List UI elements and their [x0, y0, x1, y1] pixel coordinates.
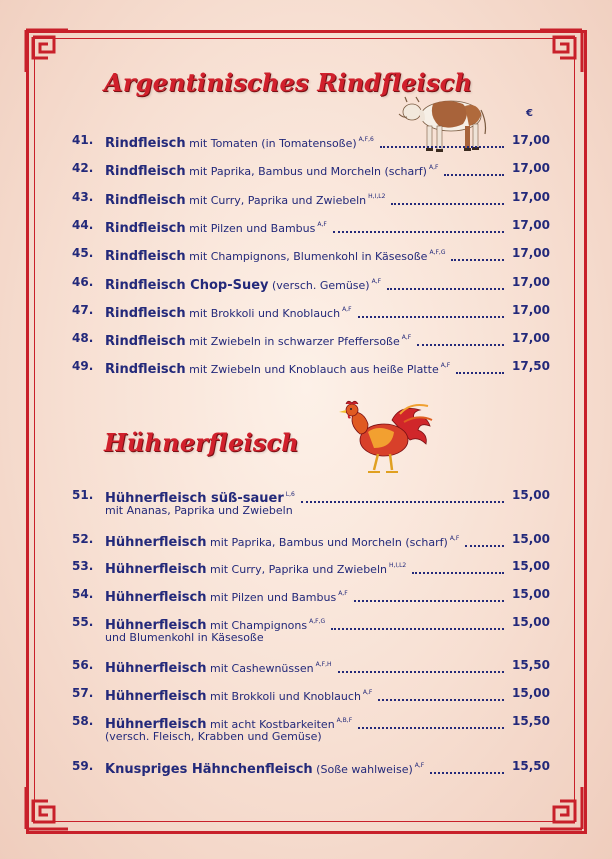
menu-item-line [72, 586, 548, 604]
currency-symbol: € [526, 108, 533, 119]
item-description [105, 758, 424, 777]
item-number: 42. [72, 161, 94, 175]
allergen-codes: A,F [414, 761, 425, 769]
leader-dots [465, 533, 504, 547]
item-detail: mit Curry, Paprika und Zwiebeln [185, 194, 367, 207]
allergen-codes: H,I,L2 [368, 192, 386, 200]
allergen-codes: A,F,G [309, 617, 326, 625]
item-description [105, 160, 438, 179]
menu-item-line [72, 330, 548, 348]
item-subline: mit Ananas, Paprika und Zwiebeln [105, 504, 293, 517]
section-title-beef: Argentinisches Rindfleisch [104, 68, 473, 97]
allergen-codes: L,6 [285, 490, 295, 498]
item-number: 47. [72, 303, 94, 317]
item-number: 55. [72, 615, 94, 629]
menu-item-line [72, 487, 548, 505]
item-detail: mit Zwiebeln und Knoblauch aus heiße Platte [185, 363, 439, 376]
item-price: 15,00 [512, 532, 550, 546]
item-description [105, 586, 348, 605]
item-number: 48. [72, 331, 94, 345]
item-detail: mit Tomaten (in Tomatensoße) [185, 137, 357, 150]
menu-item [72, 274, 548, 292]
leader-dots [451, 247, 504, 261]
item-subline: (versch. Fleisch, Krabben und Gemüse) [105, 730, 322, 743]
item-number: 59. [72, 759, 94, 773]
item-description [105, 531, 459, 550]
item-number: 54. [72, 587, 94, 601]
leader-dots [354, 588, 504, 602]
item-name: Rindfleisch [105, 136, 186, 151]
item-price: 15,00 [512, 488, 550, 502]
menu-item [72, 132, 548, 150]
item-price: 15,00 [512, 587, 550, 601]
item-name: Hühnerfleisch [105, 562, 207, 577]
menu-item [72, 657, 548, 675]
allergen-codes: A,F [342, 305, 352, 313]
menu-item-line [72, 217, 548, 235]
item-detail: (Soße wahlweise) [312, 763, 413, 776]
leader-dots [387, 276, 504, 290]
menu-item [72, 586, 548, 604]
allergen-codes: A,F [371, 277, 382, 285]
item-description [105, 217, 327, 236]
item-detail: mit acht Kostbarkeiten [206, 718, 335, 731]
item-description [105, 685, 372, 704]
menu-item [72, 189, 548, 207]
item-number: 41. [72, 133, 94, 147]
item-price: 17,00 [512, 161, 550, 175]
leader-dots [378, 687, 504, 701]
item-price: 17,00 [512, 275, 550, 289]
item-description [105, 245, 445, 264]
leader-dots [301, 489, 504, 503]
menu-item-line [72, 558, 548, 576]
item-description [105, 302, 352, 321]
menu-item-line [72, 302, 548, 320]
leader-dots [358, 304, 504, 318]
menu-item [72, 531, 548, 549]
leader-dots [331, 616, 504, 630]
leader-dots [380, 134, 504, 148]
item-name: Hühnerfleisch [105, 618, 207, 633]
menu-item [72, 614, 550, 644]
allergen-codes: A,F [362, 688, 373, 696]
item-detail: mit Champignons [206, 619, 308, 632]
menu-item [72, 245, 548, 263]
allergen-codes: A,F [449, 534, 460, 542]
item-price: 17,00 [512, 303, 550, 317]
item-number: 46. [72, 275, 94, 289]
menu-item-line [72, 245, 548, 263]
item-price: 17,00 [512, 331, 550, 345]
menu-item-line [72, 160, 548, 178]
menu-item [72, 330, 548, 348]
item-name: Hühnerfleisch [105, 590, 207, 605]
menu-item-line [72, 531, 548, 549]
allergen-codes: A,F [401, 333, 412, 341]
item-detail: mit Pilzen und Bambus [206, 591, 337, 604]
item-name: Knuspriges Hähnchenfleisch [105, 762, 313, 777]
item-number: 45. [72, 246, 94, 260]
item-name: Hühnerfleisch [105, 689, 207, 704]
menu-item [72, 558, 548, 576]
allergen-codes: A,F [317, 220, 327, 228]
item-name: Hühnerfleisch süß-sauer [105, 491, 284, 506]
menu-item-line [72, 614, 548, 632]
menu-item [72, 487, 550, 517]
leader-dots [358, 715, 504, 729]
allergen-codes: A,F [428, 163, 439, 171]
menu-item-line [72, 685, 548, 703]
leader-dots [391, 191, 504, 205]
menu-item-line [72, 358, 548, 376]
item-subline: und Blumenkohl in Käsesoße [105, 631, 264, 644]
menu-item [72, 758, 548, 776]
item-name: Hühnerfleisch [105, 661, 207, 676]
item-name: Rindfleisch [105, 306, 186, 321]
menu-item [72, 302, 548, 320]
allergen-codes: A,F,6 [358, 135, 374, 143]
menu-item [72, 217, 548, 235]
item-name: Rindfleisch [105, 334, 186, 349]
item-detail: mit Pilzen und Bambus [185, 222, 316, 235]
item-description [105, 189, 385, 208]
allergen-codes: A,F,G [429, 248, 446, 256]
item-description [105, 132, 374, 151]
item-description [105, 558, 406, 577]
item-detail: mit Champignons, Blumenkohl in Käsesoße [185, 250, 428, 263]
item-description [105, 657, 332, 676]
allergen-codes: A,F [440, 361, 451, 369]
item-detail: mit Brokkoli und Knoblauch [206, 690, 361, 703]
item-name: Hühnerfleisch [105, 717, 207, 732]
rooster-illustration [334, 400, 434, 476]
item-price: 15,50 [512, 759, 550, 773]
corner-ornament-top-left [24, 28, 70, 74]
item-number: 52. [72, 532, 94, 546]
item-price: 15,00 [512, 615, 550, 629]
item-name: Rindfleisch [105, 193, 186, 208]
item-name: Rindfleisch [105, 221, 186, 236]
item-detail: mit Curry, Paprika und Zwiebeln [206, 563, 387, 576]
menu-item-line [72, 657, 548, 675]
leader-dots [430, 760, 504, 774]
item-price: 17,50 [512, 359, 550, 373]
allergen-codes: H,I,L2 [388, 561, 407, 569]
item-number: 43. [72, 190, 94, 204]
item-name: Hühnerfleisch [105, 535, 207, 550]
item-price: 15,00 [512, 559, 550, 573]
item-number: 58. [72, 714, 94, 728]
menu-item-line [72, 274, 548, 292]
item-number: 44. [72, 218, 94, 232]
item-description [105, 358, 450, 377]
corner-ornament-bottom-left [24, 785, 70, 831]
item-price: 17,00 [512, 246, 550, 260]
item-price: 15,50 [512, 714, 550, 728]
item-number: 53. [72, 559, 94, 573]
leader-dots [444, 162, 504, 176]
item-description [105, 330, 411, 349]
item-detail: mit Paprika, Bambus und Morcheln (scharf) [185, 165, 427, 178]
item-detail: mit Brokkoli und Knoblauch [185, 307, 341, 320]
item-name: Rindfleisch [105, 362, 186, 377]
item-name: Rindfleisch [105, 164, 186, 179]
menu-item [72, 685, 548, 703]
item-detail: (versch. Gemüse) [268, 279, 370, 292]
item-number: 57. [72, 686, 94, 700]
item-description [105, 274, 381, 293]
corner-ornament-bottom-right [538, 785, 584, 831]
item-name: Rindfleisch Chop-Suey [105, 278, 269, 293]
menu-item-line [72, 189, 548, 207]
item-detail: mit Zwiebeln in schwarzer Pfeffersoße [185, 335, 400, 348]
item-price: 15,50 [512, 658, 550, 672]
menu-item-line [72, 758, 548, 776]
leader-dots [333, 219, 504, 233]
item-price: 17,00 [512, 218, 550, 232]
menu-item [72, 160, 548, 178]
item-detail: mit Cashewnüssen [206, 662, 314, 675]
item-name: Rindfleisch [105, 249, 186, 264]
menu-item-line [72, 132, 548, 150]
leader-dots [412, 560, 504, 574]
allergen-codes: A,B,F [336, 716, 353, 724]
menu-item [72, 358, 548, 376]
menu-item-line [72, 713, 548, 731]
item-price: 17,00 [512, 133, 550, 147]
allergen-codes: A,F,H [315, 660, 332, 668]
item-price: 15,00 [512, 686, 550, 700]
menu-item [72, 713, 550, 743]
leader-dots [417, 332, 504, 346]
item-number: 56. [72, 658, 94, 672]
item-price: 17,00 [512, 190, 550, 204]
section-title-chicken: Hühnerfleisch [104, 428, 299, 457]
item-number: 49. [72, 359, 94, 373]
allergen-codes: A,F [338, 589, 348, 597]
leader-dots [456, 360, 504, 374]
corner-ornament-top-right [538, 28, 584, 74]
item-number: 51. [72, 488, 94, 502]
leader-dots [338, 659, 504, 673]
item-detail: mit Paprika, Bambus und Morcheln (scharf) [206, 536, 448, 549]
